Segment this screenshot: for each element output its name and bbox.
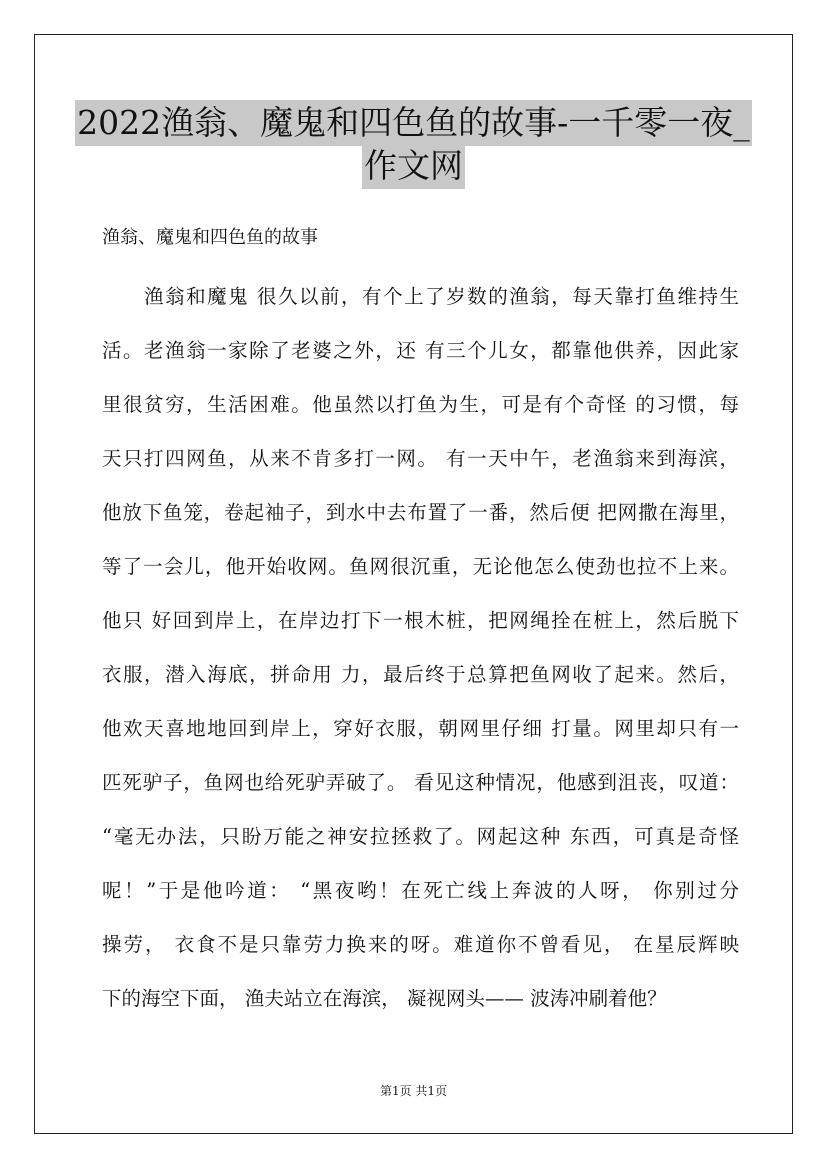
body-line: 渔翁和魔鬼 很久以前，有个上了岁数的渔翁，每天靠打鱼维持生 xyxy=(102,285,739,308)
body-line: “毫无办法，只盼万能之神安拉拯救了。网起这种 东西，可真是奇怪 xyxy=(102,825,739,848)
page-number-footer: 第1页 共1页 xyxy=(379,1084,448,1098)
body-line: 操劳， 衣食不是只靠劳力换来的呀。难道你不曾看见， 在星辰辉映 xyxy=(102,933,739,956)
body-line: 匹死驴子，鱼网也给死驴弄破了。 看见这种情况，他感到沮丧，叹道： xyxy=(102,771,739,794)
document-subtitle: 渔翁、魔鬼和四色鱼的故事 xyxy=(102,227,318,248)
document-title-line-2: 作文网 xyxy=(362,143,465,189)
body-line: 里很贫穷，生活困难。他虽然以打鱼为生，可是有个奇怪 的习惯，每 xyxy=(102,393,739,416)
body-line: 天只打四网鱼，从来不肯多打一网。 有一天中午，老渔翁来到海滨， xyxy=(102,447,739,470)
body-line: 衣服，潜入海底，拼命用 力，最后终于总算把鱼网收了起来。然后， xyxy=(102,663,739,686)
body-line: 他欢天喜地地回到岸上，穿好衣服，朝网里仔细 打量。网里却只有一 xyxy=(102,717,739,740)
body-line: 他放下鱼笼，卷起袖子，到水中去布置了一番，然后便 把网撒在海里， xyxy=(102,501,739,524)
page-border xyxy=(34,34,793,1134)
document-title-line-2-wrap xyxy=(0,143,827,189)
document-title-line-1-wrap xyxy=(0,100,827,146)
body-line: 下的海空下面， 渔夫站立在海滨， 凝视网头—— 波涛冲刷着他？ xyxy=(102,987,667,1010)
body-line: 活。老渔翁一家除了老婆之外，还 有三个儿女，都靠他供养，因此家 xyxy=(102,339,739,362)
document-title-line-1: 2022渔翁、魔鬼和四色鱼的故事-一千零一夜_ xyxy=(75,100,752,146)
body-line: 他只 好回到岸上，在岸边打下一根木桩，把网绳拴在桩上，然后脱下 xyxy=(102,609,739,632)
body-line: 等了一会儿，他开始收网。鱼网很沉重，无论他怎么使劲也拉不上来。 xyxy=(102,555,739,578)
body-line: 呢！”于是他吟道： “黑夜哟！在死亡线上奔波的人呀， 你别过分 xyxy=(102,879,739,902)
